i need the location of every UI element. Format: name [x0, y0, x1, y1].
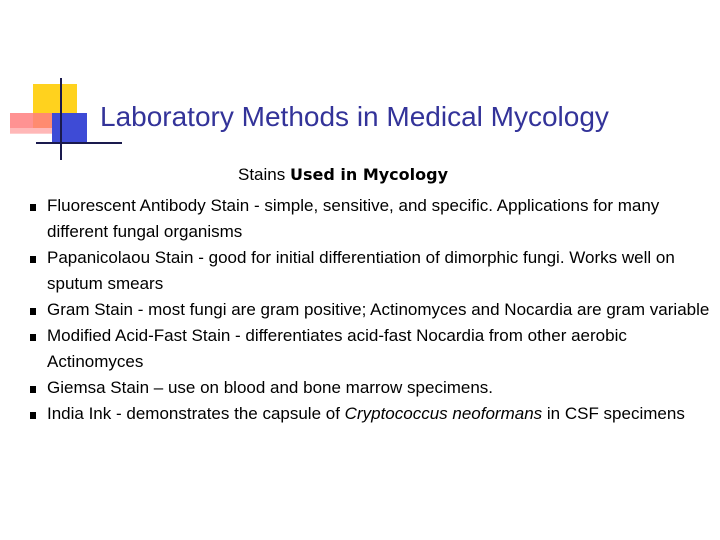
bullet-text-before: India Ink - demonstrates the capsule of: [47, 404, 345, 423]
bullet-text: Giemsa Stain – use on blood and bone marrow specimens.: [47, 378, 494, 397]
subtitle-bold: Used in Mycology: [289, 165, 449, 184]
bullet-text-italic: Cryptococcus neoformans: [344, 404, 543, 423]
bullet-list: [30, 193, 710, 427]
slide-title: Laboratory Methods in Medical Mycology: [100, 101, 609, 132]
bullet-item: [30, 193, 710, 245]
bullet-item: [30, 401, 710, 427]
subtitle-plain: Stains: [238, 165, 290, 184]
bullet-text: Papanicolaou Stain - good for initial differentiation of dimorphic fungi. Works well on sputum smears: [47, 248, 675, 293]
bullet-text: Modified Acid-Fast Stain - differentiates acid-fast Nocardia from other aerobic Actinomyces: [47, 326, 627, 371]
deco-horizontal-line: [36, 142, 122, 144]
deco-vertical-line: [60, 78, 62, 160]
deco-red-light-bar: [10, 128, 55, 134]
slide-subtitle: [238, 165, 448, 185]
bullet-text: Gram Stain - most fungi are gram positive; Actinomyces and Nocardia are gram variable: [47, 300, 710, 319]
slide-decoration: [0, 0, 130, 170]
bullet-item: [30, 297, 710, 323]
bullet-text: Fluorescent Antibody Stain - simple, sensitive, and specific. Applications for many different fungal organisms: [47, 196, 660, 241]
bullet-text-after: in CSF specimens: [542, 404, 685, 423]
deco-blue-square: [52, 113, 87, 143]
bullet-item: [30, 375, 710, 401]
bullet-item: [30, 323, 710, 375]
bullet-item: [30, 245, 710, 297]
